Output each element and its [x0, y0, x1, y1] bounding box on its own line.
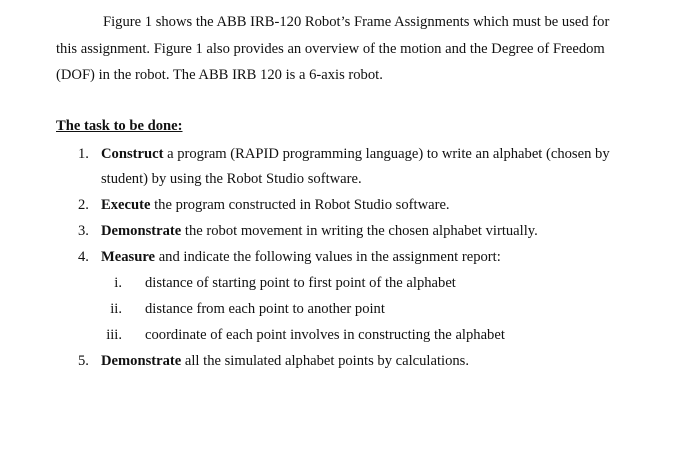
task-item-number: 2. — [78, 197, 89, 213]
task-item-body: all the simulated alphabet points by calculations. — [181, 353, 469, 369]
task-subitem-number: iii. — [106, 327, 122, 343]
task-item-number: 1. — [78, 146, 89, 162]
intro-paragraph — [56, 9, 634, 89]
task-item-text — [101, 197, 450, 214]
task-heading: The task to be done: — [56, 118, 183, 134]
task-subitem-text: coordinate of each point involves in constructing the alphabet — [145, 327, 505, 343]
task-item-body: the robot movement in writing the chosen alphabet virtually. — [181, 223, 538, 239]
task-item-1-continuation: student) by using the Robot Studio software. — [101, 171, 362, 187]
task-subitem-text: distance of starting point to first point of the alphabet — [145, 275, 456, 291]
task-item-number: 5. — [78, 353, 89, 369]
task-item-number: 3. — [78, 223, 89, 239]
intro-line-2: this assignment. Figure 1 also provides an overview of the motion and the Degree of Freedom — [56, 40, 605, 57]
intro-line-3: (DOF) in the robot. The ABB IRB 120 is a 6-axis robot. — [56, 67, 383, 83]
task-subitem-text: distance from each point to another point — [145, 301, 385, 317]
task-item-text — [101, 146, 610, 163]
task-item-body: the program constructed in Robot Studio software. — [150, 197, 450, 213]
task-item-text — [101, 353, 469, 370]
task-item-keyword: Demonstrate — [101, 223, 182, 239]
task-item-text — [101, 223, 538, 240]
task-item-keyword: Demonstrate — [101, 353, 182, 369]
task-item-keyword: Measure — [101, 249, 156, 265]
task-subitem-number: i. — [114, 275, 122, 291]
task-item-body: a program (RAPID programming language) to write an alphabet (chosen by — [163, 146, 610, 162]
task-item-text — [101, 249, 501, 266]
task-subitem-number: ii. — [110, 301, 122, 317]
task-item-body: and indicate the following values in the assignment report: — [155, 249, 501, 265]
task-item-keyword: Construct — [101, 146, 164, 162]
task-item-number: 4. — [78, 249, 89, 265]
intro-line-1: Figure 1 shows the ABB IRB-120 Robot’s Frame Assignments which must be used for — [103, 14, 610, 30]
task-item-keyword: Execute — [101, 197, 151, 213]
